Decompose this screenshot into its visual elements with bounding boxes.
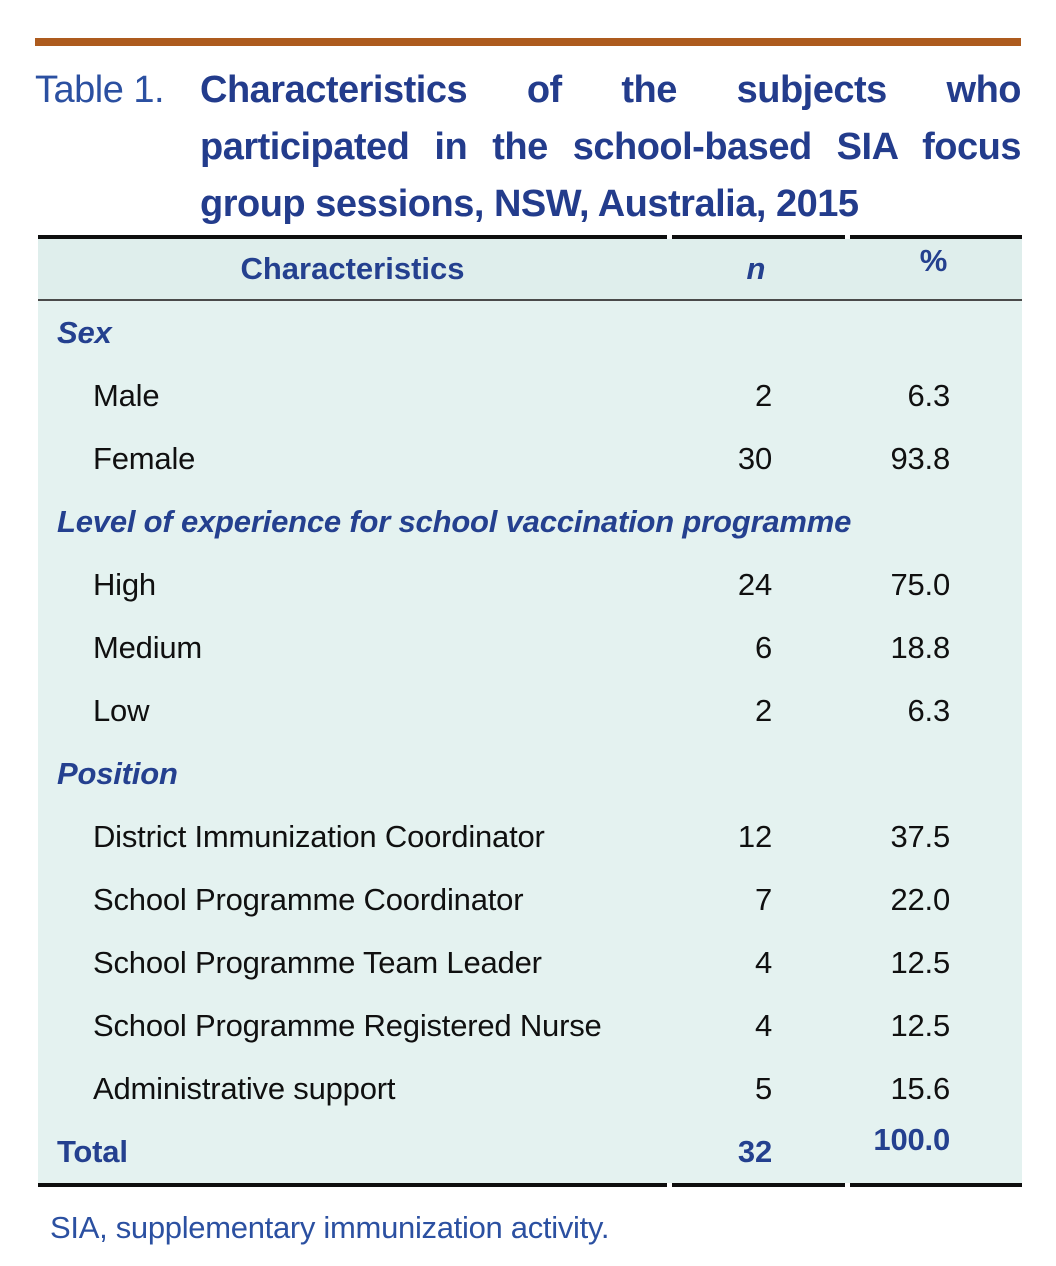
column-gap	[845, 1183, 850, 1187]
cell-n: 30	[737, 440, 772, 476]
cell-percent: 22.0	[890, 881, 950, 917]
row-label: Medium	[93, 629, 203, 665]
total-percent: 100.0	[873, 1121, 950, 1157]
cell-percent: 18.8	[890, 629, 950, 665]
cell-percent: 12.5	[890, 1007, 950, 1043]
row-label: School Programme Coordinator	[93, 881, 524, 917]
total-n: 32	[737, 1133, 772, 1169]
cell-n: 7	[754, 881, 772, 917]
caption-label: Table 1.	[35, 69, 165, 111]
caption-line: Characteristics of the subjects who	[200, 69, 1021, 111]
table-row	[38, 616, 1022, 679]
table-top-border	[38, 235, 1022, 239]
cell-percent: 6.3	[907, 377, 950, 413]
cell-percent: 37.5	[890, 818, 950, 854]
cell-n: 24	[737, 566, 772, 602]
characteristics-table	[38, 235, 1022, 1187]
cell-n: 2	[754, 692, 772, 728]
column-header-percent: %	[919, 243, 948, 278]
table-caption	[35, 62, 1021, 233]
table-row	[38, 427, 1022, 490]
row-label: School Programme Registered Nurse	[93, 1007, 602, 1043]
cell-percent: 93.8	[890, 440, 950, 476]
top-accent-rule	[35, 38, 1021, 46]
footnote: SIA, supplementary immunization activity.	[50, 1210, 610, 1245]
table-body	[38, 301, 1022, 1183]
column-gap	[667, 235, 672, 239]
cell-percent: 75.0	[890, 566, 950, 602]
cell-n: 12	[737, 818, 772, 854]
caption-text	[200, 62, 1021, 233]
table-row	[38, 931, 1022, 994]
cell-n: 5	[754, 1070, 772, 1106]
cell-percent: 6.3	[907, 692, 950, 728]
cell-n: 4	[754, 944, 772, 980]
cell-percent: 15.6	[890, 1070, 950, 1106]
table-row	[38, 364, 1022, 427]
row-label: School Programme Team Leader	[93, 944, 542, 980]
table-row	[38, 805, 1022, 868]
caption-line: group sessions, NSW, Australia, 2015	[200, 183, 859, 225]
table-bottom-border	[38, 1183, 1022, 1187]
total-row	[38, 1120, 1022, 1183]
row-label: Administrative support	[93, 1070, 396, 1106]
section-label: Level of experience for school vaccination programme	[57, 503, 852, 539]
column-header-n: n	[746, 251, 766, 286]
section-row-experience	[38, 490, 1022, 553]
table-row	[38, 994, 1022, 1057]
section-row-position	[38, 742, 1022, 805]
row-label: Low	[93, 692, 150, 728]
column-header-characteristics: Characteristics	[240, 251, 465, 286]
table-row	[38, 679, 1022, 742]
cell-percent: 12.5	[890, 944, 950, 980]
section-label: Position	[57, 755, 178, 791]
column-gap	[845, 235, 850, 239]
row-label: District Immunization Coordinator	[93, 818, 545, 854]
row-label: Female	[93, 440, 196, 476]
caption-line: participated in the school-based SIA focus	[200, 126, 1021, 168]
table-row	[38, 553, 1022, 616]
row-label: High	[93, 566, 156, 602]
table-row	[38, 1057, 1022, 1120]
cell-n: 2	[754, 377, 772, 413]
cell-n: 4	[754, 1007, 772, 1043]
section-row-sex	[38, 301, 1022, 364]
column-gap	[667, 1183, 672, 1187]
total-label: Total	[57, 1133, 128, 1169]
cell-n: 6	[754, 629, 772, 665]
section-label: Sex	[57, 314, 112, 350]
row-label: Male	[93, 377, 160, 413]
table-header-row	[38, 239, 1022, 299]
table-row	[38, 868, 1022, 931]
